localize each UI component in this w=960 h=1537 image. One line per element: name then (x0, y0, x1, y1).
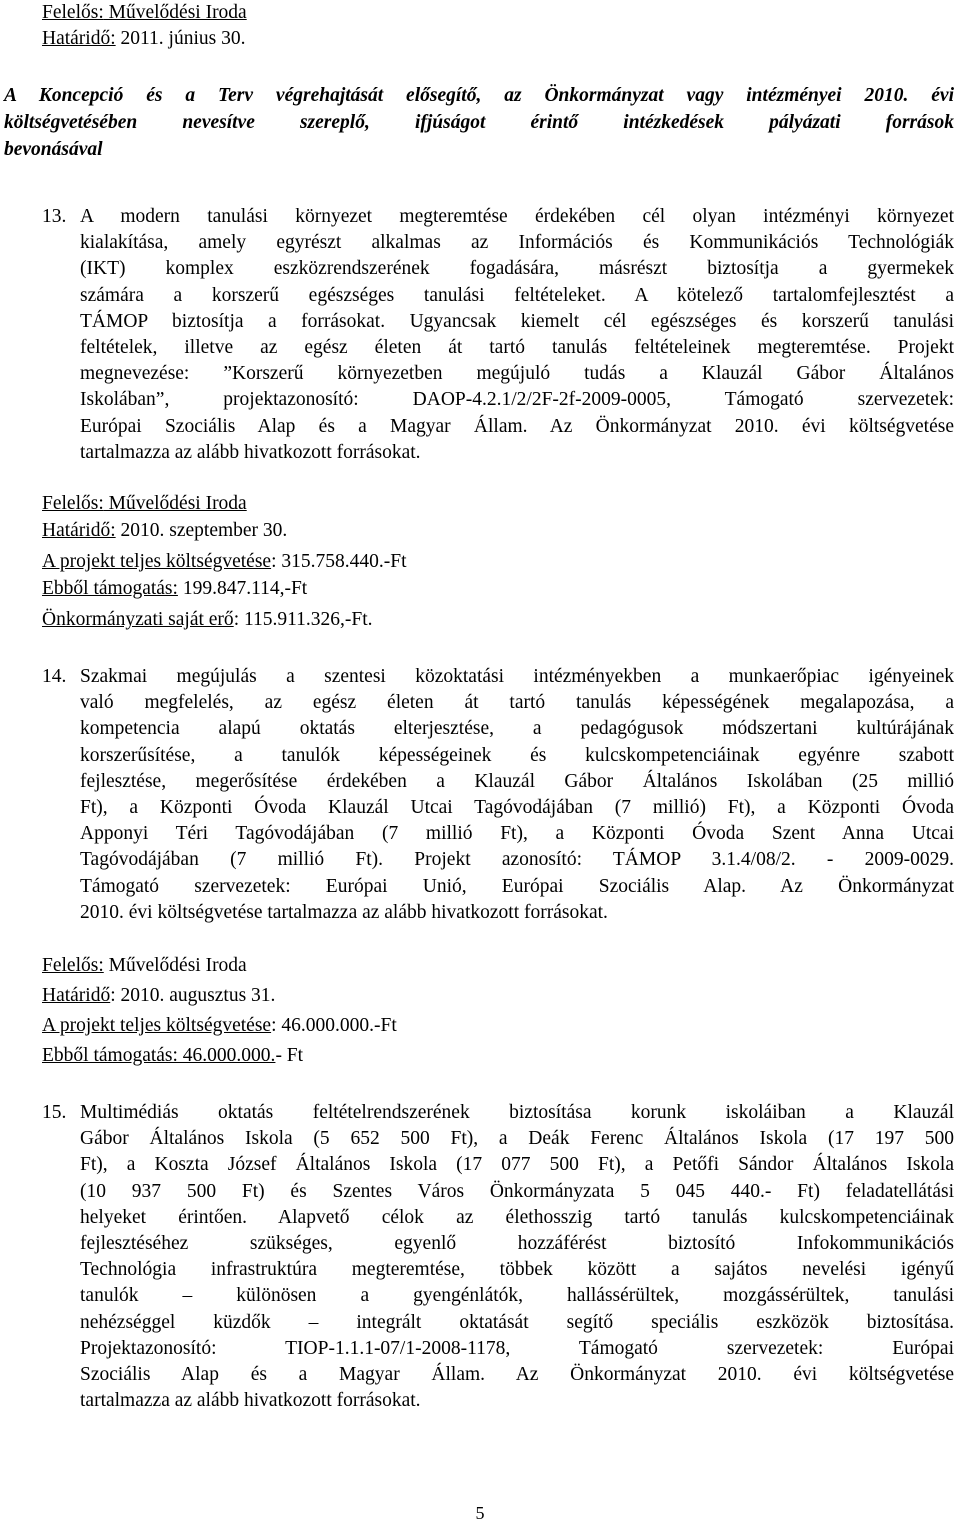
text-line: 2010. évi költségvetése tartalmazza az alább hivatkozott forrásokat. (80, 901, 608, 923)
text-line: Támogató szervezetek: Európai Unió, Európai Szociális Alap. Az Önkormányzat (80, 875, 954, 897)
item13-own (42, 607, 373, 634)
own-label: Önkormányzati saját erő (42, 609, 234, 630)
hatarido-label: Határidő (42, 985, 111, 1006)
item-number: 13. (42, 206, 67, 227)
item-14-text (80, 664, 954, 926)
text-line: Ft), a Központi Óvoda Klauzál Utcai Tagóvodájában (7 millió) Ft), a Központi Óvoda (80, 797, 954, 819)
item14-felelos (42, 953, 247, 980)
text-line: Szakmai megújulás a szentesi közoktatási intézményekben a munkaerőpiac igényeinek (80, 666, 954, 687)
top-hatarido-value: 2011. június 30. (115, 28, 246, 49)
text-line: Ft), a Koszta József Általános Iskola (17 077 500 Ft), a Petőfi Sándor Általános Iskola (80, 1154, 954, 1176)
item14-support (42, 1043, 303, 1070)
item13-felelos (42, 491, 247, 518)
text-line: Európai Szociális Alap és a Magyar Állam. Az Önkormányzat 2010. évi költségvetése (80, 415, 954, 437)
text-line: A modern tanulási környezet megteremtése érdekében cél olyan intézményi környezet (80, 206, 954, 227)
heading-line: A Koncepció és a Terv végrehajtását elősegítő, az Önkormányzat vagy intézményei 2010. évi (4, 85, 954, 106)
support-value: - Ft (275, 1045, 304, 1066)
text-line: Apponyi Téri Tagóvodájában (7 millió Ft), a Központi Óvoda Szent Anna Utcai (80, 823, 954, 845)
felelos-value: Művelődési Iroda (103, 493, 247, 514)
item-13-text (80, 204, 954, 466)
budget-value: : 46.000.000.-Ft (271, 1015, 397, 1036)
support-value: 199.847.114,-Ft (177, 578, 308, 599)
text-line: (IKT) komplex eszközrendszerének fogadására, másrészt biztosítja a gyermekek (80, 258, 954, 280)
text-line: Szociális Alap és a Magyar Állam. Az Önkormányzat 2010. évi költségvetése (80, 1364, 954, 1386)
support-label: Ebből támogatás: 46.000.000. (42, 1045, 276, 1066)
section-heading (4, 82, 954, 163)
text-line: fejlesztéséhez szükséges, egyenlő hozzáférést biztosító Infokommunikációs (80, 1233, 954, 1255)
item14-hatarido (42, 983, 275, 1010)
budget-label: A projekt teljes költségvetése (42, 551, 272, 572)
item13-support (42, 576, 307, 603)
heading-line: bevonásával (4, 139, 103, 160)
text-line: Tagóvodájában (7 millió Ft). Projekt azonosító: TÁMOP 3.1.4/08/2. - 2009-0029. (80, 849, 954, 871)
top-hatarido (42, 26, 245, 52)
item13-budget (42, 549, 407, 576)
text-line: Technológia infrastruktúra megteremtése, többek között a sajátos nevelési igényű (80, 1259, 954, 1281)
text-line: Iskolában”, projektazonosító: DAOP-4.2.1/2/2F-2f-2009-0005, Támogató szervezetek: (80, 389, 954, 411)
text-line: TÁMOP biztosítja a forrásokat. Ugyancsak kiemelt cél egészséges és korszerű tanulási (80, 310, 954, 332)
item13-hatarido (42, 518, 287, 545)
text-line: tartalmazza az alább hivatkozott forrásokat. (80, 441, 421, 463)
top-hatarido-label: Határidő: (42, 28, 116, 49)
text-line: helyeket érintően. Alapvető célok az élethosszig tartó tanulás kulcskompetenciáinak (80, 1206, 954, 1228)
felelos-label: Felelős: (42, 493, 104, 514)
text-line: kompetencia alapú oktatás elterjesztése, a pedagógusok módszertani kultúrájának (80, 718, 954, 740)
text-line: Multimédiás oktatás feltételrendszerének biztosítása korunk iskoláiban a Klauzál (80, 1102, 954, 1123)
support-label: Ebből támogatás: (42, 578, 178, 599)
top-felelos-label: Felelős: (42, 2, 104, 23)
heading-line: költségvetésében nevesítve szereplő, ifjúságot érintő intézkedések pályázati források (4, 112, 954, 133)
text-line: feltételek, illetve az egész életen át tartó tanulás feltételeinek megteremtése. Projekt (80, 337, 954, 359)
text-line: Gábor Általános Iskola (5 652 500 Ft), a Deák Ferenc Általános Iskola (17 197 500 (80, 1128, 954, 1150)
item-number: 14. (42, 666, 67, 687)
item-number: 15. (42, 1102, 67, 1123)
text-line: tanulók – különösen a gyengénlátók, hallássérültek, mozgássérültek, tanulási (80, 1285, 954, 1307)
text-line: nehézséggel küzdők – integrált oktatását segítő speciális eszközök biztosítása. (80, 1311, 954, 1333)
text-line: Projektazonosító: TIOP-1.1.1-07/1-2008-1178, Támogató szervezetek: Európai (80, 1337, 954, 1359)
budget-value: : 315.758.440.-Ft (271, 551, 407, 572)
item14-budget (42, 1013, 397, 1040)
item-15-text (80, 1100, 954, 1414)
text-line: fejlesztése, megerősítése érdekében a Klauzál Gábor Általános Iskolában (25 millió (80, 770, 954, 792)
felelos-value: Művelődési Iroda (103, 955, 247, 976)
text-line: (10 937 500 Ft) és Szentes Város Önkormányzata 5 045 440.- Ft) feladatellátási (80, 1180, 954, 1202)
hatarido-value: : 2010. augusztus 31. (110, 985, 276, 1006)
text-line: megnevezése: ”Korszerű környezetben megújuló tudás a Klauzál Gábor Általános (80, 363, 954, 385)
top-felelos-value: Művelődési Iroda (103, 2, 247, 23)
top-felelos (42, 0, 247, 26)
felelos-label: Felelős: (42, 955, 104, 976)
hatarido-value: 2010. szeptember 30. (115, 520, 288, 541)
budget-label: A projekt teljes költségvetése (42, 1015, 272, 1036)
hatarido-label: Határidő: (42, 520, 116, 541)
text-line: való megfelelés, az egész életen át tartó tanulás képességének megalapozása, a (80, 692, 954, 714)
page-number: 5 (475, 1503, 485, 1523)
own-value: : 115.911.326,-Ft. (233, 609, 373, 630)
text-line: számára a korszerű egészséges tanulási feltételeket. A kötelező tartalomfejlesztést a (80, 284, 954, 306)
text-line: korszerűsítése, a tanulók képességeinek és kulcskompetenciáinak egyénre szabott (80, 744, 954, 766)
text-line: tartalmazza az alább hivatkozott forrásokat. (80, 1390, 421, 1412)
text-line: kialakítása, amely egyrészt alkalmas az Információs és Kommunikációs Technológiák (80, 232, 954, 254)
